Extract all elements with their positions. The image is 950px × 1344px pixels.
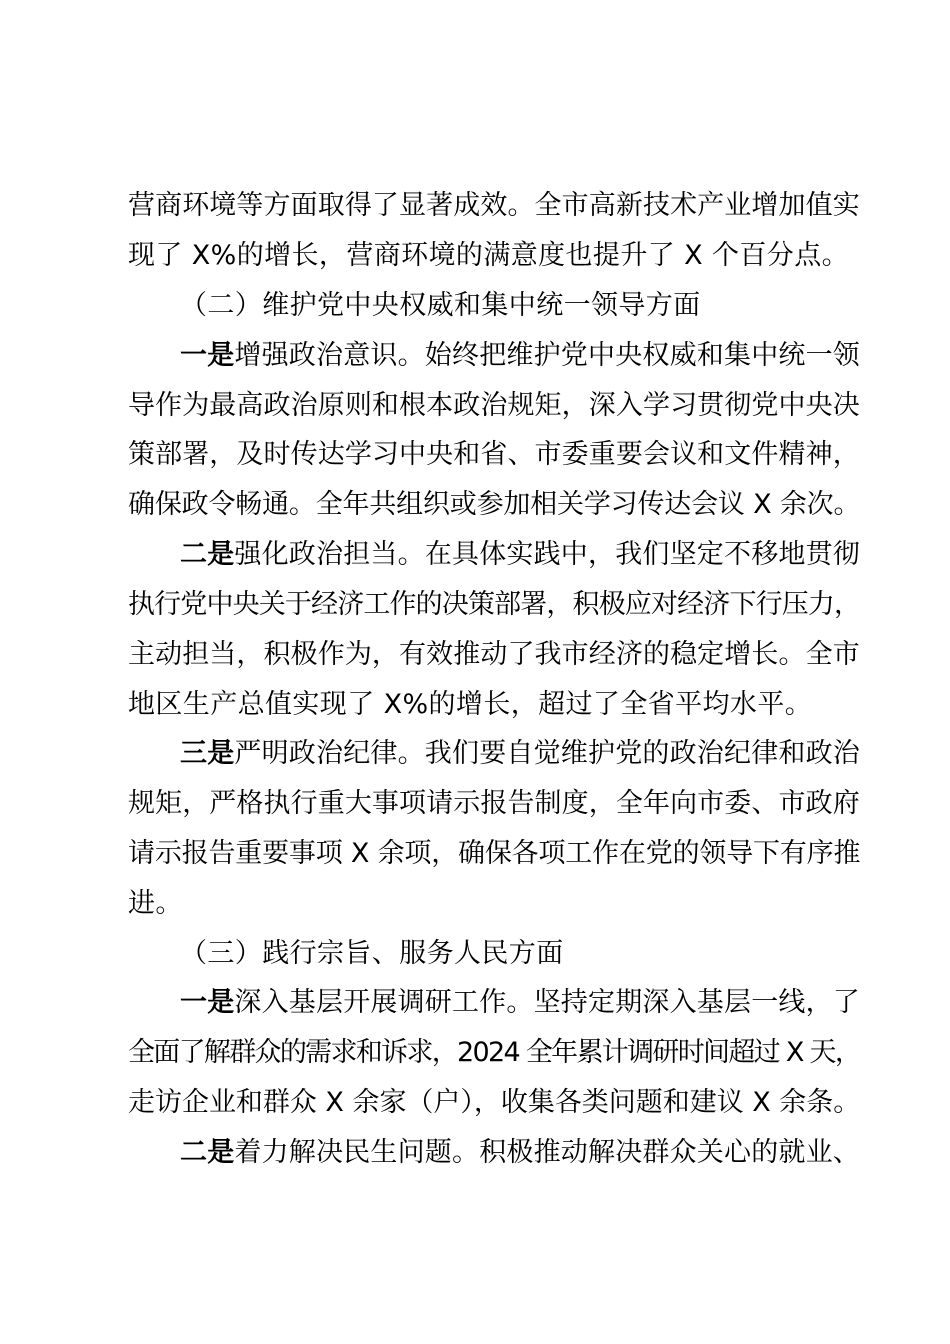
- paragraph-line: 营商环境等方面取得了显著成效。全市高新技术产业增加值实: [128, 190, 860, 221]
- item-lead: 二是: [180, 1137, 235, 1168]
- paragraph-line: [180, 338, 860, 374]
- section-heading-3: （三）践行宗旨、服务人民方面: [180, 938, 564, 969]
- item-text: 强化政治担当。在具体实践中，我们坚定不移地贯彻: [234, 539, 861, 570]
- item-lead: 三是: [180, 738, 235, 769]
- item-lead: 一是: [180, 340, 235, 371]
- paragraph-line: [180, 537, 860, 573]
- paragraph-line: 策部署，及时传达学习中央和省、市委重要会议和文件精神，: [128, 439, 860, 470]
- paragraph-line: 确保政令畅通。全年共组织或参加相关学习传达会议 X 余次。: [128, 489, 861, 520]
- paragraph-line: [180, 1135, 860, 1171]
- paragraph-line: 导作为最高政治原则和根本政治规矩，深入学习贯彻党中央决: [128, 390, 860, 421]
- paragraph-line: 进。: [128, 888, 183, 919]
- paragraph-line: 走访企业和群众 X 余家（户），收集各类问题和建议 X 余条。: [128, 1087, 861, 1118]
- paragraph-line: [180, 985, 860, 1021]
- paragraph-line: [180, 736, 860, 772]
- item-text: 严明政治纪律。我们要自觉维护党的政治纪律和政治: [234, 738, 861, 769]
- item-text: 着力解决民生问题。积极推动解决群众关心的就业、: [234, 1137, 861, 1168]
- paragraph-line: 地区生产总值实现了 X%的增长，超过了全省平均水平。: [128, 689, 813, 720]
- paragraph-line: 规矩，严格执行重大事项请示报告制度，全年向市委、市政府: [128, 788, 860, 819]
- paragraph-line: 全面了解群众的需求和诉求，2024 全年累计调研时间超过 X 天，: [128, 1037, 861, 1068]
- item-lead: 一是: [180, 987, 235, 1018]
- paragraph-line: 主动担当，积极作为，有效推动了我市经济的稳定增长。全市: [128, 639, 860, 670]
- item-lead: 二是: [180, 539, 235, 570]
- paragraph-line: 请示报告重要事项 X 余项，确保各项工作在党的领导下有序推: [128, 838, 861, 869]
- paragraph-line: 现了 X%的增长，营商环境的满意度也提升了 X 个百分点。: [128, 240, 849, 271]
- section-heading-2: （二）维护党中央权威和集中统一领导方面: [180, 290, 701, 321]
- paragraph-line: 执行党中央关于经济工作的决策部署，积极应对经济下行压力，: [128, 589, 861, 620]
- item-text: 增强政治意识。始终把维护党中央权威和集中统一领: [234, 340, 861, 371]
- item-text: 深入基层开展调研工作。坚持定期深入基层一线，了: [234, 987, 861, 1018]
